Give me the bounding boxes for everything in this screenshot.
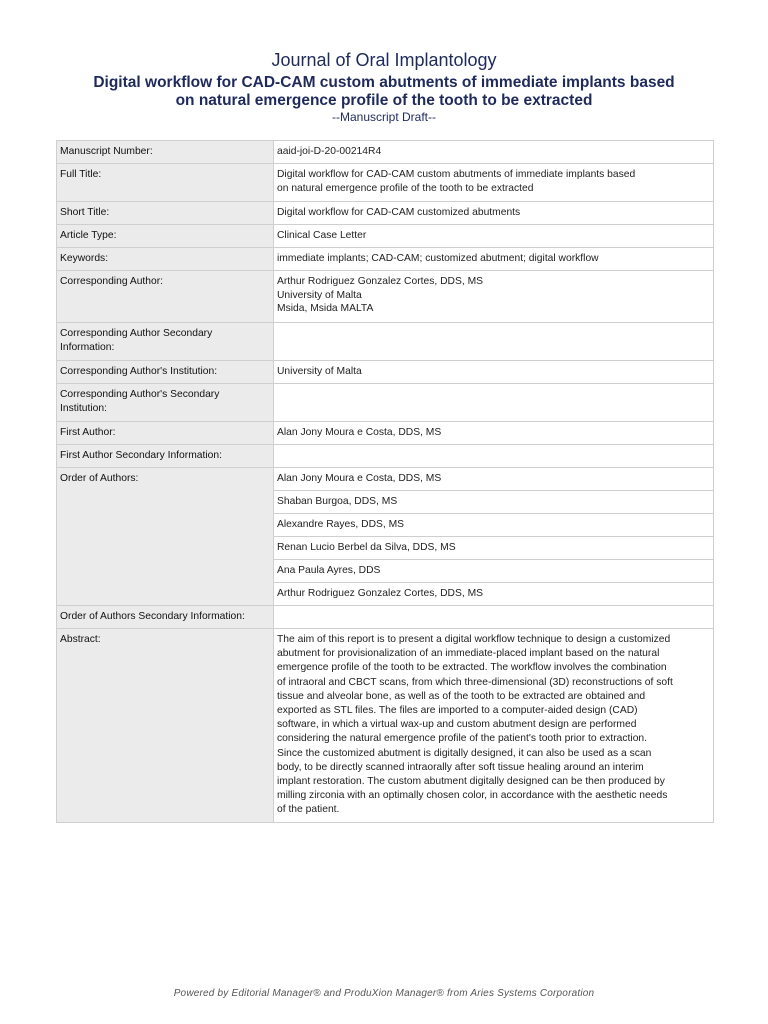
field-label: Abstract: <box>57 629 274 823</box>
table-row <box>57 422 714 445</box>
field-label <box>57 384 274 422</box>
field-label-line: Information: <box>60 341 115 353</box>
author-entry: Ana Paula Ayres, DDS <box>274 560 714 583</box>
field-value: University of Malta <box>274 361 714 384</box>
field-value <box>274 384 714 422</box>
abstract-line: considering the natural emergence profile of the patient's tooth prior to extraction. <box>277 733 648 745</box>
field-value <box>274 271 714 323</box>
field-label: First Author Secondary Information: <box>57 445 274 468</box>
document-header <box>0 0 768 124</box>
article-title-line: on natural emergence profile of the tooth to be extracted <box>175 92 593 109</box>
field-value-line: University of Malta <box>277 289 362 301</box>
manuscript-info-table <box>56 140 714 823</box>
abstract-line: exported as STL files. The files are imported to a computer-aided design (CAD) <box>277 705 638 717</box>
abstract-line: emergence profile of the tooth to be extracted. The workflow involves the combination <box>277 662 667 674</box>
field-label: Keywords: <box>57 248 274 271</box>
table-row <box>57 629 714 823</box>
table-row <box>57 248 714 271</box>
abstract-text <box>274 629 714 823</box>
table-row <box>57 141 714 164</box>
field-value: aaid-joi-D-20-00214R4 <box>274 141 714 164</box>
abstract-line: of intraoral and CBCT scans, from which three-dimensional (3D) reconstructions of soft <box>277 676 673 688</box>
abstract-line: software, in which a virtual wax-up and custom abutment design are performed <box>277 719 637 731</box>
abstract-line: implant restoration. The custom abutment digitally designed can be then produced by <box>277 776 665 788</box>
table-row <box>57 445 714 468</box>
field-value-line: Digital workflow for CAD-CAM custom abutments of immediate implants based <box>277 169 636 180</box>
field-value <box>274 164 714 202</box>
article-title <box>0 74 768 110</box>
field-value: Alan Jony Moura e Costa, DDS, MS <box>274 422 714 445</box>
field-label: Full Title: <box>57 164 274 202</box>
field-label-line: Corresponding Author Secondary <box>60 328 213 339</box>
author-entry: Arthur Rodriguez Gonzalez Cortes, DDS, MS <box>274 583 714 606</box>
field-label: First Author: <box>57 422 274 445</box>
author-entry: Renan Lucio Berbel da Silva, DDS, MS <box>274 537 714 560</box>
abstract-line: abutment for provisionalization of an immediate-placed implant based on the natural <box>277 648 660 660</box>
field-value-line: on natural emergence profile of the tooth to be extracted <box>277 182 534 194</box>
table-row <box>57 468 714 491</box>
field-value <box>274 323 714 361</box>
journal-name: Journal of Oral Implantology <box>271 50 497 70</box>
abstract-line: of the patient. <box>277 804 340 816</box>
field-label: Order of Authors Secondary Information: <box>57 606 274 629</box>
abstract-line: tissue and alveolar bone, as well as of the tooth to be extracted are obtained and <box>277 690 646 702</box>
field-label: Corresponding Author's Institution: <box>57 361 274 384</box>
abstract-line: The aim of this report is to present a digital workflow technique to design a customized <box>277 634 671 645</box>
table-row <box>57 271 714 323</box>
field-value <box>274 606 714 629</box>
table-row <box>57 384 714 422</box>
author-entry: Shaban Burgoa, DDS, MS <box>274 491 714 514</box>
manuscript-draft-label: --Manuscript Draft-- <box>331 110 436 124</box>
field-label-line: Institution: <box>60 402 107 414</box>
field-label: Order of Authors: <box>57 468 274 606</box>
field-label: Article Type: <box>57 225 274 248</box>
abstract-line: body, to be directly scanned intraorally after soft tissue healing around an interim <box>277 761 644 773</box>
field-value <box>274 445 714 468</box>
field-label: Manuscript Number: <box>57 141 274 164</box>
table-row <box>57 202 714 225</box>
abstract-line: Since the customized abutment is digitally designed, it can also be used as a scan <box>277 747 652 759</box>
table-row <box>57 361 714 384</box>
footer-credit: Powered by Editorial Manager® and ProduXion Manager® from Aries Systems Corporation <box>173 988 595 999</box>
field-label-line: Corresponding Author's Secondary <box>60 389 220 400</box>
field-label: Short Title: <box>57 202 274 225</box>
field-value-line: Msida, Msida MALTA <box>277 303 374 314</box>
table-row <box>57 164 714 202</box>
field-value-line: Arthur Rodriguez Gonzalez Cortes, DDS, MS <box>277 276 484 287</box>
article-title-line: Digital workflow for CAD-CAM custom abutments of immediate implants based <box>93 74 675 91</box>
field-value: Clinical Case Letter <box>274 225 714 248</box>
field-label: Corresponding Author: <box>57 271 274 323</box>
table-row <box>57 323 714 361</box>
author-entry: Alan Jony Moura e Costa, DDS, MS <box>274 468 714 491</box>
field-value: Digital workflow for CAD-CAM customized abutments <box>274 202 714 225</box>
abstract-line: milling zirconia with an optimally chosen color, in accordance with the aesthetic needs <box>277 790 668 802</box>
table-row <box>57 225 714 248</box>
table-row <box>57 606 714 629</box>
field-label <box>57 323 274 361</box>
author-entry: Alexandre Rayes, DDS, MS <box>274 514 714 537</box>
field-value: immediate implants; CAD-CAM; customized abutment; digital workflow <box>274 248 714 271</box>
